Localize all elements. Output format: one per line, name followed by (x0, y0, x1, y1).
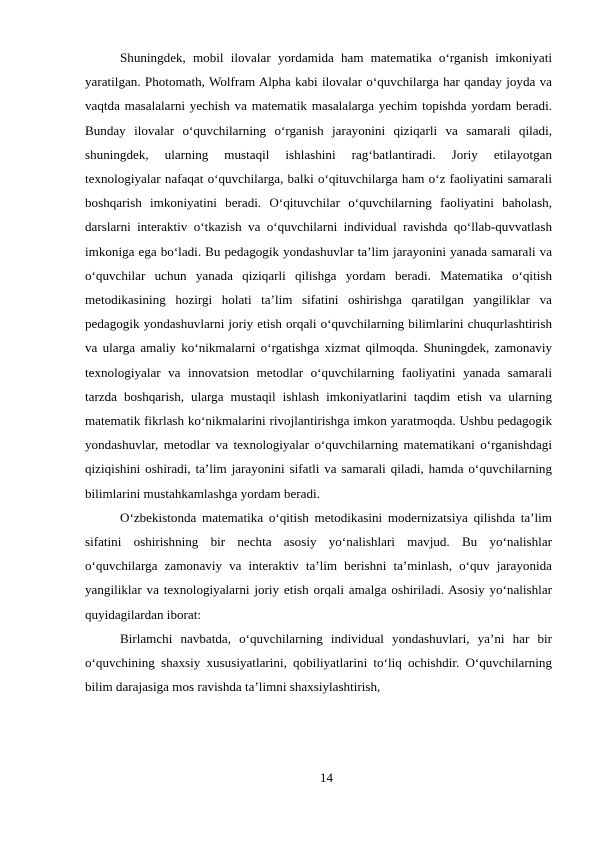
body-paragraph-2: O‘zbekistonda matematika o‘qitish metodikasini modernizatsiya qilishda ta’lim sifatini oshirishning bir nechta asosiy yo‘nalishlari mavjud. Bu yo‘nalishlar o‘quvchilarga zamonaviy va interaktiv ta’lim berishni ta’minlash, o‘quv jarayonida yangiliklar va texnologiyalarni joriy etish orqali amalga oshiriladi. Asosiy yo‘nalishlar quyidagilardan iborat: (85, 509, 552, 622)
page-number: 14 (320, 770, 333, 785)
document-page (85, 46, 552, 699)
body-paragraph-3: Birlamchi navbatda, o‘quvchilarning individual yondashuvlari, ya’ni har bir o‘quvchining shaxsiy xususiyatlarini, qobiliyatlarini to‘liq ochishdir. O‘quvchilarning bilim darajasiga mos ravishda ta’limni shaxsiylashtirish, (85, 630, 552, 695)
body-paragraph-1: Shuningdek, mobil ilovalar yordamida ham matematika o‘rganish imkoniyati yaratilgan. Photomath, Wolfram Alpha kabi ilovalar o‘quvchilarga har qanday joyda va vaqtda masalalarni yechish va matematik masalalarga yechim topishda yordam beradi. Bunday ilovalar o‘quvchilarning o‘rganish jarayonini qiziqarli va samarali qiladi, shuningdek, ularning mustaqil ishlashini rag‘batlantiradi. Joriy etilayotgan texnologiyalar nafaqat o‘quvchilarga, balki o‘qituvchilarga ham o‘z faoliyatini samarali boshqarish imkoniyatini beradi. O‘qituvchilar o‘quvchilarning faoliyatini baholash, darslarni interaktiv o‘tkazish va o‘quvchilarni individual ravishda qo‘llab-quvvatlash imkoniga ega bo‘ladi. Bu pedagogik yondashuvlar ta’lim jarayonini yanada samarali va o‘quvchilar uchun yanada qiziqarli qilishga yordam beradi. Matematika o‘qitish metodikasining hozirgi holati ta’lim sifatini oshirishga qaratilgan yangiliklar va pedagogik yondashuvlarni joriy etish orqali o‘quvchilarning bilimlarini chuqurlashtirish va ularga amaliy ko‘nikmalarni o‘rgatishga xizmat qilmoqda. Shuningdek, zamonaviy texnologiyalar va innovatsion metodlar o‘quvchilarning faoliyatini yanada samarali tarzda boshqarish, ularga mustaqil ishlash imkoniyatlarini taqdim etish va ularning matematik fikrlash ko‘nikmalarini rivojlantirishga imkon yaratmoqda. Ushbu pedagogik yondashuvlar, metodlar va texnologiyalar o‘quvchilarning matematikani o‘rganishdagi qiziqishini oshiradi, ta’lim jarayonini sifatli va samarali qiladi, hamda o‘quvchilarning bilimlarini mustahkamlashga yordam beradi. (85, 50, 552, 501)
